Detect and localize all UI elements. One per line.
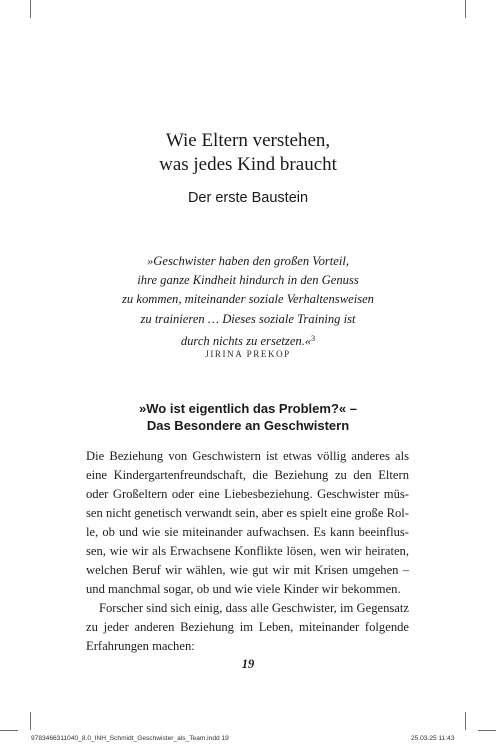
body-line: sen, wie wir als Erwachsene Konflikte lösen, wen wir heiraten, bbox=[86, 544, 409, 558]
crop-mark-bottom-left-v bbox=[30, 712, 31, 730]
crop-mark-top-right bbox=[465, 0, 466, 18]
epigraph-line: »Geschwister haben den großen Vorteil, bbox=[146, 254, 350, 268]
body-line: Forscher sind sich einig, dass alle Geschwister, im Gegensatz bbox=[99, 601, 409, 615]
section-heading bbox=[0, 400, 496, 434]
epigraph-quote bbox=[0, 252, 496, 351]
chapter-title bbox=[0, 129, 496, 177]
crop-mark-bottom-right-v bbox=[465, 712, 466, 730]
crop-mark-bottom-left-h bbox=[0, 730, 18, 731]
section-heading-line-2: Das Besondere an Geschwistern bbox=[146, 418, 350, 433]
epigraph-line: zu trainieren … Dieses soziale Training ist bbox=[140, 311, 356, 326]
chapter-title-line-1: Wie Eltern verstehen, bbox=[165, 130, 331, 151]
print-slug-file: 9783466311040_8.0_INH_Schmidt_Geschwister_als_Team.indd 19 bbox=[31, 735, 229, 742]
section-heading-line-1: »Wo ist eigentlich das Problem?« – bbox=[139, 401, 357, 416]
page-number: 19 bbox=[241, 657, 255, 671]
epigraph-line: ihre ganze Kindheit hindurch in den Genuss bbox=[137, 273, 359, 288]
body-line: eine Kindergartenfreundschaft, die Beziehung zu den Eltern bbox=[86, 468, 409, 482]
body-line: le, ob und wie sie miteinander aufwachsen. Es kann beeinflus- bbox=[86, 525, 409, 539]
epigraph-line-text: durch nichts zu ersetzen.« bbox=[180, 333, 312, 348]
body-text bbox=[86, 447, 409, 656]
body-line: zu jeder anderen Beziehung im Leben, miteinander folgende bbox=[86, 620, 409, 634]
crop-mark-top-left bbox=[30, 0, 31, 18]
print-slug-date: 25.03.25 11:43 bbox=[411, 735, 455, 742]
body-line: welchen Beruf wir wählen, wie gut wir mit Krisen umgehen – bbox=[86, 563, 409, 577]
epigraph-line-last bbox=[0, 329, 496, 351]
chapter-subtitle: Der erste Baustein bbox=[187, 190, 309, 206]
crop-mark-bottom-right-h bbox=[478, 730, 496, 731]
body-line: oder Großeltern oder eine Liebesbeziehung. Geschwister müs- bbox=[86, 487, 409, 501]
footnote-marker: 3 bbox=[311, 333, 316, 343]
epigraph-author: JIRINA PREKOP bbox=[205, 349, 291, 359]
chapter-title-line-2: was jedes Kind braucht bbox=[159, 154, 337, 175]
body-line: Die Beziehung von Geschwistern ist etwas völlig anderes als bbox=[86, 449, 409, 463]
epigraph-line: zu kommen, miteinander soziale Verhaltensweisen bbox=[122, 292, 374, 307]
body-line: sen nicht genetisch verwandt sein, aber es spielt eine große Rol- bbox=[86, 506, 409, 520]
body-line: und manchmal sogar, ob und wie viele Kinder wir bekommen. bbox=[86, 582, 401, 596]
body-line: Erfahrungen machen: bbox=[86, 639, 195, 653]
